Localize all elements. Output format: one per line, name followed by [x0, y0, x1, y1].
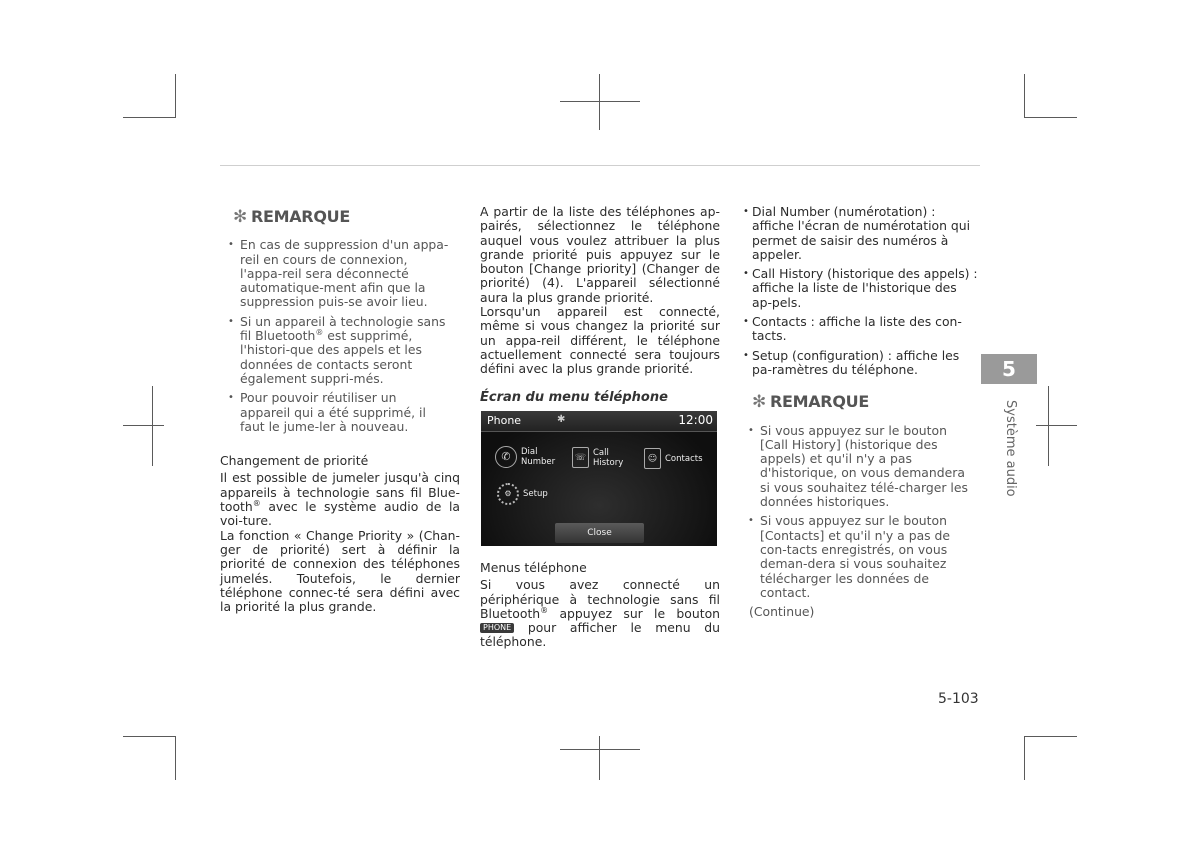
crop-mark	[1024, 74, 1025, 118]
screen-clock: 12:00	[678, 413, 713, 427]
paragraph: Lorsqu'un appareil est connecté, même si vous changez la priorité sur un appa-reil différent, le téléphone actuellement connecté sera toujours défini avec la plus grande priorité.	[480, 304, 720, 377]
paragraph: A partir de la liste des téléphones ap-pairés, sélectionnez le téléphone auquel vous voulez attribuer la plus grande priorité puis appuyez sur le bouton [Change priority] (Changer de priorité) (4). L'appareil sélectionné aura la plus grande priorité.	[480, 204, 720, 305]
page-number: 5-103	[938, 691, 979, 707]
phone-key-badge: PHONE	[480, 623, 514, 633]
call-log-icon: ☏	[572, 447, 589, 468]
dial-number-button[interactable]: ✆ Dial Number	[495, 446, 555, 468]
list-item: • En cas de suppression d'un appa-reil en cours de connexion, l'appa-reil sera déconnecté automatique-ment afin que la suppression puis-se avoir lieu.	[227, 238, 450, 309]
paragraph: La fonction « Change Priority » (Chan-ger de priorité) sert à définir la priorité de connexion des téléphones jumelés. Toutefois, le dernier téléphone connec-té sera défini avec la priorité la plus grande.	[220, 527, 460, 615]
continue-label: (Continue)	[749, 604, 815, 620]
crop-mark	[560, 101, 640, 102]
phone-menu-screenshot	[481, 411, 717, 546]
gear-icon: ⚙	[497, 483, 519, 505]
call-history-button[interactable]: ☏ Call History	[572, 447, 623, 468]
header-rule	[220, 165, 980, 166]
list-item: • Si vous appuyez sur le bouton [Call History] (historique des appels) et qu'il n'y a pas d'historique, on vous demandera si vous souhaitez télé-charger les données historiques.	[747, 424, 975, 510]
crop-mark	[599, 736, 600, 780]
note-title: ✻ REMARQUE	[233, 207, 350, 227]
list-item: • Si vous appuyez sur le bouton [Contacts] et qu'il n'y a pas de con-tacts enregistrés, on vous deman-dera si vous souhaitez télécharger les données de contact.	[747, 514, 975, 600]
screen-title: Phone	[487, 414, 522, 427]
column-left	[220, 207, 460, 615]
crop-mark	[1024, 736, 1077, 737]
paragraph: Il est possible de jumeler jusqu'à cinq appareils à technologie sans fil Blue-tooth® avec le système audio de la voi-ture.	[220, 470, 460, 529]
column-middle-bottom	[480, 561, 720, 650]
menu-description-list	[743, 205, 980, 377]
asterisk-icon: ✻	[752, 392, 766, 413]
list-item: • Dial Number (numérotation) : affiche l'écran de numérotation qui permet de saisir des numéros à appeler.	[743, 205, 980, 262]
crop-mark	[175, 736, 176, 780]
crop-mark	[560, 749, 640, 750]
sub-title: Écran du menu téléphone	[480, 389, 668, 405]
chapter-label: Système audio	[1003, 400, 1018, 497]
crop-mark	[152, 386, 153, 466]
section-heading: Menus téléphone	[480, 560, 587, 575]
note-list	[227, 238, 450, 434]
list-item: • Pour pouvoir réutiliser un appareil qui a été supprimé, il faut le jume-ler à nouveau.	[227, 391, 450, 434]
crop-mark	[123, 117, 176, 118]
crop-mark	[1024, 117, 1077, 118]
phone-handset-icon: ✆	[495, 446, 517, 468]
section-heading: Changement de priorité	[220, 453, 369, 469]
crop-mark	[123, 736, 176, 737]
list-item: • Call History (historique des appels) : affiche la liste de l'historique des ap-pels.	[743, 267, 980, 310]
close-button[interactable]: Close	[555, 523, 644, 543]
list-item: • Setup (configuration) : affiche les pa-ramètres du téléphone.	[743, 349, 980, 378]
contacts-book-icon: ☺	[644, 448, 661, 469]
list-item: • Contacts : affiche la liste des con-tacts.	[743, 315, 980, 344]
column-middle	[480, 205, 720, 405]
crop-mark	[123, 425, 164, 426]
crop-mark	[175, 74, 176, 118]
note-title: ✻ REMARQUE	[752, 392, 869, 413]
bluetooth-icon: ✱	[557, 414, 566, 425]
asterisk-icon: ✻	[233, 207, 247, 227]
note-list	[747, 424, 975, 601]
crop-mark	[1024, 736, 1025, 780]
column-right	[743, 205, 980, 619]
screen-header	[481, 411, 717, 432]
list-item: • Si un appareil à technologie sans fil Bluetooth® est supprimé, l'histori-que des appels et les données de contacts seront également suppri-més.	[227, 315, 450, 386]
contacts-button[interactable]: ☺ Contacts	[644, 448, 703, 469]
crop-mark	[1036, 425, 1077, 426]
crop-mark	[599, 74, 600, 130]
crop-mark	[1048, 386, 1049, 466]
chapter-tab: 5	[981, 354, 1037, 384]
paragraph: Si vous avez connecté un périphérique à technologie sans fil Bluetooth® appuyez sur le bouton PHONE pour afficher le menu du téléphone.	[480, 577, 720, 650]
setup-button[interactable]: ⚙ Setup	[497, 483, 548, 505]
